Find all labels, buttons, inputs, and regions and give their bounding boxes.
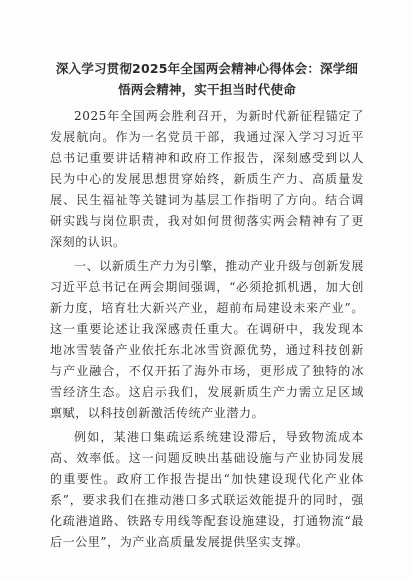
- paragraph-example: 例如，某港口集疏运系统建设滞后，导致物流成本高、效率低。这一问题反映出基础设施与产业协同发展的重要性。政府工作报告提出“加快建设现代化产业体系”，要求我们在推动港口多式联运效能提升的同时，强化疏港道路、铁路专用线等配套设施建设，打通物流“最后一公里”，为产业高质量发展提供坚实支撑。: [50, 430, 364, 549]
- paragraph-section-one: 一、以新质生产力为引擎，推动产业升级与创新发展习近平总书记在两会期间强调，“必须抢抓机遇，加大创新力度，培育壮大新兴产业，超前布局建设未来产业”。这一重要论述让我深感责任重大。在调研中，我发现本地冰雪装备产业依托东北冰雪资源优势，通过科技创新与产业融合，不仅开拓了海外市场，更形成了独特的冰雪经济生态。这启示我们，发展新质生产力需立足区域禀赋，以科技创新激活传统产业潜力。: [50, 259, 364, 420]
- document-title: 深入学习贯彻2025年全国两会精神心得体会：深学细悟两会精神，实干担当时代使命: [55, 61, 359, 97]
- paragraph-intro: 2025年全国两会胜利召开，为新时代新征程锚定了发展航向。作为一名党员干部，我通过深入学习习近平总书记重要讲话精神和政府工作报告，深刻感受到以人民为中心的发展思想贯穿始终，新质生产力、高质量发展、民生福祉等关键词为基层工作指明了方向。结合调研实践与岗位职责，我对如何贯彻落实两会精神有了更深刻的认识。: [50, 109, 364, 249]
